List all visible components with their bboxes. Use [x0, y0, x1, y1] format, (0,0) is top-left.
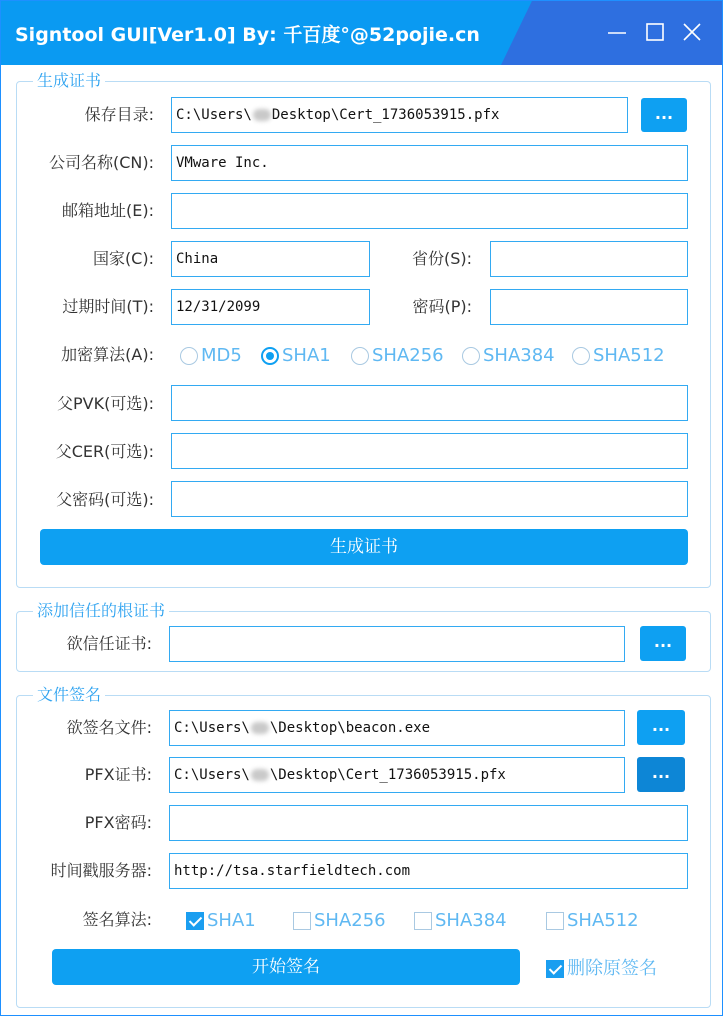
group-title-sign: 文件签名	[33, 684, 105, 706]
remove-signature-label: 删除原签名	[567, 958, 657, 979]
radio-md5[interactable]	[180, 345, 242, 367]
algo-label: 加密算法(A):	[61, 345, 154, 364]
country-label: 国家(C):	[92, 249, 154, 268]
maximize-icon[interactable]	[644, 21, 666, 43]
tsa-server-input[interactable]: http://tsa.starfieldtech.com	[169, 853, 688, 889]
radio-sha384-label: SHA384	[483, 345, 555, 366]
radio-sha1-circle	[261, 347, 279, 365]
remove-signature-box	[546, 960, 564, 978]
radio-sha512-label: SHA512	[593, 345, 665, 366]
trust-cert-input[interactable]	[169, 626, 625, 662]
title-bar[interactable]	[1, 1, 722, 65]
check-sha384[interactable]	[414, 910, 507, 932]
trust-cert-browse-button[interactable]: ...	[640, 626, 686, 661]
generate-cert-button[interactable]: 生成证书	[40, 529, 688, 565]
tsa-server-label: 时间戳服务器:	[50, 861, 152, 880]
password-input[interactable]	[490, 289, 688, 325]
parent-pvk-input[interactable]	[171, 385, 688, 421]
pfx-cert-value-suffix: \Desktop\Cert_1736053915.pfx	[269, 767, 506, 783]
pfx-password-label: PFX密码:	[84, 813, 152, 832]
close-icon[interactable]	[681, 21, 703, 43]
sign-file-label: 欲签名文件:	[66, 718, 152, 737]
radio-sha512-circle	[572, 347, 590, 365]
check-sha1[interactable]	[186, 910, 256, 932]
parent-password-label: 父密码(可选):	[56, 490, 154, 509]
save-dir-input[interactable]	[171, 97, 628, 133]
company-label: 公司名称(CN):	[48, 153, 154, 172]
radio-sha384-circle	[462, 347, 480, 365]
parent-cer-label: 父CER(可选):	[55, 442, 154, 461]
check-sha256[interactable]	[293, 910, 386, 932]
expire-input[interactable]: 12/31/2099	[171, 289, 370, 325]
check-sha256-label: SHA256	[314, 910, 386, 931]
parent-cer-input[interactable]	[171, 433, 688, 469]
trust-cert-label: 欲信任证书:	[66, 634, 152, 653]
province-label: 省份(S):	[411, 249, 472, 268]
minimize-icon[interactable]	[606, 21, 628, 43]
check-sha512-label: SHA512	[567, 910, 639, 931]
pfx-cert-browse-button[interactable]: ...	[637, 757, 685, 792]
check-sha1-box	[186, 912, 204, 930]
radio-sha1-label: SHA1	[282, 345, 331, 366]
check-sha512[interactable]	[546, 910, 639, 932]
pfx-password-input[interactable]	[169, 805, 688, 841]
radio-sha512[interactable]	[572, 345, 665, 367]
check-sha256-box	[293, 912, 311, 930]
pfx-cert-value-prefix: C:\Users\	[174, 767, 250, 783]
window-title: Signtool GUI[Ver1.0] By: 千百度°@52pojie.cn	[15, 24, 480, 46]
sign-file-value-prefix: C:\Users\	[174, 720, 250, 736]
radio-sha256-circle	[351, 347, 369, 365]
expire-label: 过期时间(T):	[62, 297, 154, 316]
check-sha384-box	[414, 912, 432, 930]
radio-md5-circle	[180, 347, 198, 365]
redacted-username	[251, 722, 269, 734]
group-title-generate: 生成证书	[33, 70, 105, 92]
radio-sha384[interactable]	[462, 345, 555, 367]
save-dir-browse-button[interactable]: ...	[641, 98, 687, 132]
check-sha384-label: SHA384	[435, 910, 507, 931]
radio-md5-label: MD5	[201, 345, 242, 366]
radio-sha1[interactable]	[261, 345, 331, 367]
save-dir-label: 保存目录:	[84, 105, 154, 124]
sign-file-browse-button[interactable]: ...	[637, 710, 685, 745]
email-label: 邮箱地址(E):	[62, 201, 154, 220]
province-input[interactable]	[490, 241, 688, 277]
remove-signature-checkbox[interactable]	[546, 958, 657, 980]
sign-algo-label: 签名算法:	[82, 910, 152, 929]
redacted-username	[251, 769, 269, 781]
pfx-cert-label: PFX证书:	[84, 765, 152, 784]
email-input[interactable]	[171, 193, 688, 229]
group-title-trust: 添加信任的根证书	[33, 600, 169, 622]
start-sign-button[interactable]: 开始签名	[52, 949, 520, 985]
save-dir-value-suffix: Desktop\Cert_1736053915.pfx	[271, 107, 500, 123]
check-sha1-label: SHA1	[207, 910, 256, 931]
check-sha512-box	[546, 912, 564, 930]
radio-sha256[interactable]	[351, 345, 444, 367]
country-input[interactable]: China	[171, 241, 370, 277]
radio-sha256-label: SHA256	[372, 345, 444, 366]
save-dir-value-prefix: C:\Users\	[176, 107, 252, 123]
redacted-username	[253, 109, 271, 121]
sign-file-value-suffix: \Desktop\beacon.exe	[269, 720, 431, 736]
company-input[interactable]: VMware Inc.	[171, 145, 688, 181]
parent-password-input[interactable]	[171, 481, 688, 517]
sign-file-input[interactable]	[169, 710, 625, 746]
pfx-cert-input[interactable]	[169, 757, 625, 793]
parent-pvk-label: 父PVK(可选):	[57, 394, 154, 413]
password-label: 密码(P):	[412, 297, 472, 316]
